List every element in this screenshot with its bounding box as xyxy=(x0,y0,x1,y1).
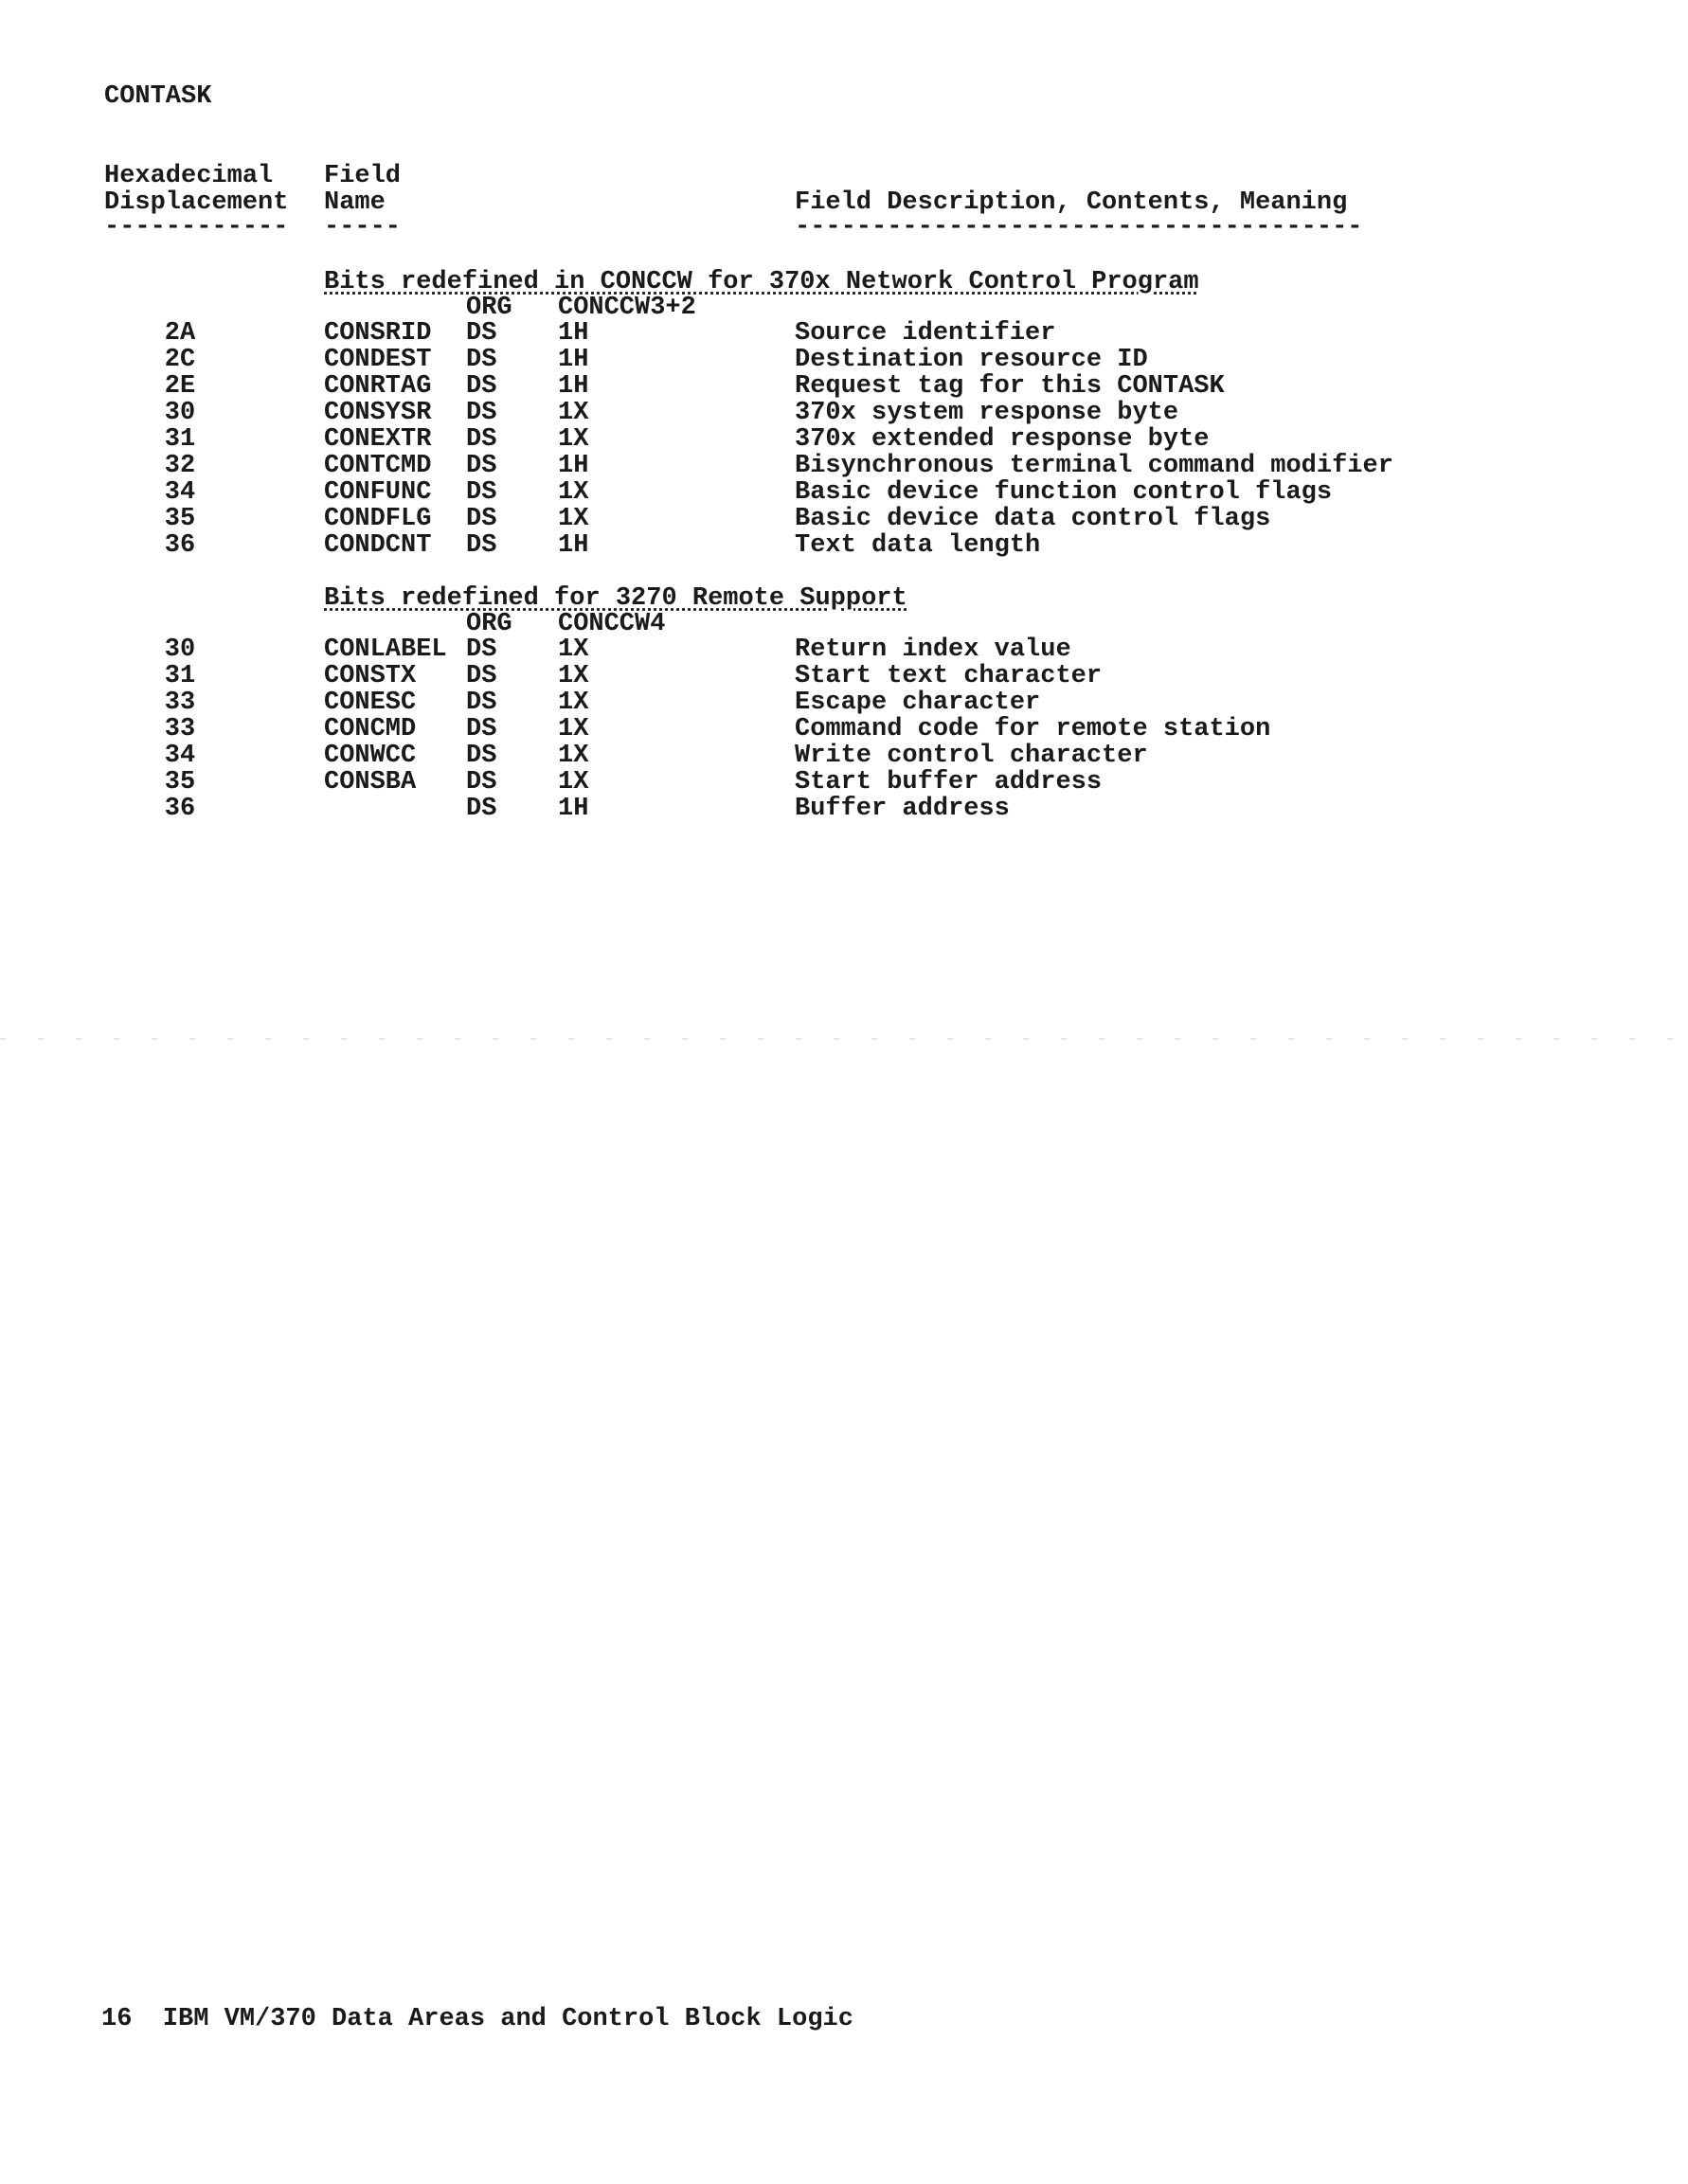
table-row xyxy=(0,716,1688,743)
displacement: 35 xyxy=(164,768,196,797)
table-row xyxy=(0,320,1688,347)
field-op: DS xyxy=(466,531,497,560)
field-name: CONFUNC xyxy=(324,478,432,507)
displacement: 30 xyxy=(164,636,196,664)
displacement: 34 xyxy=(164,742,196,770)
page-title: CONTASK xyxy=(104,82,212,111)
field-description: Escape character xyxy=(795,689,1041,717)
field-name: CONESC xyxy=(324,689,417,717)
field-op: DS xyxy=(466,662,497,690)
header-description-rule: ------------------------------------- xyxy=(795,213,1363,242)
header-displacement-rule: ------------ xyxy=(104,213,289,242)
displacement: 31 xyxy=(164,425,196,454)
field-description: Basic device data control flags xyxy=(795,505,1271,533)
table-row xyxy=(0,347,1688,373)
displacement: 2A xyxy=(164,319,196,348)
header-field-line2: Name xyxy=(324,188,386,217)
field-op: DS xyxy=(466,346,497,374)
org-operand: CONCCW3+2 xyxy=(558,294,696,322)
field-op: DS xyxy=(466,478,497,507)
field-op: DS xyxy=(466,425,497,454)
field-description: Buffer address xyxy=(795,795,1010,823)
field-name: CONRTAG xyxy=(324,372,432,401)
table-row xyxy=(0,479,1688,506)
table-row xyxy=(0,532,1688,559)
displacement: 2E xyxy=(164,372,196,401)
table-row xyxy=(0,689,1688,716)
field-length: 1X xyxy=(558,715,589,743)
field-description: Destination resource ID xyxy=(795,346,1148,374)
header-displacement-line2: Displacement xyxy=(104,188,289,217)
org-statement: ORG xyxy=(466,610,512,638)
field-length: 1X xyxy=(558,505,589,533)
field-length: 1X xyxy=(558,425,589,454)
field-length: 1X xyxy=(558,662,589,690)
section-title: Bits redefined for 3270 Remote Support xyxy=(324,584,907,613)
field-name: CONSBA xyxy=(324,768,417,797)
field-description: 370x system response byte xyxy=(795,399,1179,427)
field-name: CONCMD xyxy=(324,715,417,743)
field-length: 1H xyxy=(558,346,589,374)
org-operand: CONCCW4 xyxy=(558,610,666,638)
field-length: 1X xyxy=(558,399,589,427)
displacement: 33 xyxy=(164,715,196,743)
displacement: 36 xyxy=(164,531,196,560)
table-row xyxy=(0,769,1688,796)
field-op: DS xyxy=(466,399,497,427)
header-description: Field Description, Contents, Meaning xyxy=(795,188,1348,217)
field-description: Source identifier xyxy=(795,319,1056,348)
page-footer: 16 IBM VM/370 Data Areas and Control Block Logic xyxy=(101,2005,853,2033)
field-description: Return index value xyxy=(795,636,1071,664)
scan-artifact-line xyxy=(0,1038,1688,1040)
field-name: CONTCMD xyxy=(324,452,432,480)
table-row xyxy=(0,796,1688,822)
field-op: DS xyxy=(466,372,497,401)
displacement: 2C xyxy=(164,346,196,374)
field-op: DS xyxy=(466,505,497,533)
field-op: DS xyxy=(466,795,497,823)
displacement: 30 xyxy=(164,399,196,427)
field-op: DS xyxy=(466,742,497,770)
field-name: CONSYSR xyxy=(324,399,432,427)
field-name: CONWCC xyxy=(324,742,417,770)
displacement: 32 xyxy=(164,452,196,480)
field-description: Basic device function control flags xyxy=(795,478,1333,507)
field-name: CONDFLG xyxy=(324,505,432,533)
field-name: CONSRID xyxy=(324,319,432,348)
header-displacement-line1: Hexadecimal xyxy=(104,162,274,190)
displacement: 33 xyxy=(164,689,196,717)
field-op: DS xyxy=(466,768,497,797)
table-row xyxy=(0,636,1688,663)
table-row xyxy=(0,453,1688,479)
table-row xyxy=(0,400,1688,426)
table-row xyxy=(0,373,1688,400)
displacement: 34 xyxy=(164,478,196,507)
field-op: DS xyxy=(466,636,497,664)
displacement: 35 xyxy=(164,505,196,533)
field-length: 1H xyxy=(558,531,589,560)
displacement: 36 xyxy=(164,795,196,823)
field-length: 1H xyxy=(558,452,589,480)
org-statement: ORG xyxy=(466,294,512,322)
field-name: CONLABEL xyxy=(324,636,447,664)
field-length: 1H xyxy=(558,795,589,823)
field-op: DS xyxy=(466,452,497,480)
displacement: 31 xyxy=(164,662,196,690)
field-length: 1X xyxy=(558,742,589,770)
field-length: 1X xyxy=(558,689,589,717)
field-name: CONEXTR xyxy=(324,425,432,454)
table-row xyxy=(0,743,1688,769)
table-row xyxy=(0,426,1688,453)
field-length: 1H xyxy=(558,372,589,401)
field-name: CONDCNT xyxy=(324,531,432,560)
field-op: DS xyxy=(466,715,497,743)
field-description: Command code for remote station xyxy=(795,715,1271,743)
field-description: 370x extended response byte xyxy=(795,425,1210,454)
field-description: Bisynchronous terminal command modifier xyxy=(795,452,1393,480)
section-title: Bits redefined in CONCCW for 370x Network Control Program xyxy=(324,268,1199,296)
field-length: 1X xyxy=(558,768,589,797)
header-field-line1: Field xyxy=(324,162,402,190)
field-description: Start text character xyxy=(795,662,1103,690)
field-name: CONSTX xyxy=(324,662,417,690)
field-op: DS xyxy=(466,319,497,348)
field-name: CONDEST xyxy=(324,346,432,374)
header-field-rule: ----- xyxy=(324,213,402,242)
table-row xyxy=(0,506,1688,532)
field-length: 1H xyxy=(558,319,589,348)
field-description: Request tag for this CONTASK xyxy=(795,372,1225,401)
field-length: 1X xyxy=(558,478,589,507)
field-description: Write control character xyxy=(795,742,1148,770)
field-op: DS xyxy=(466,689,497,717)
table-row xyxy=(0,663,1688,689)
field-description: Start buffer address xyxy=(795,768,1103,797)
field-description: Text data length xyxy=(795,531,1041,560)
field-length: 1X xyxy=(558,636,589,664)
